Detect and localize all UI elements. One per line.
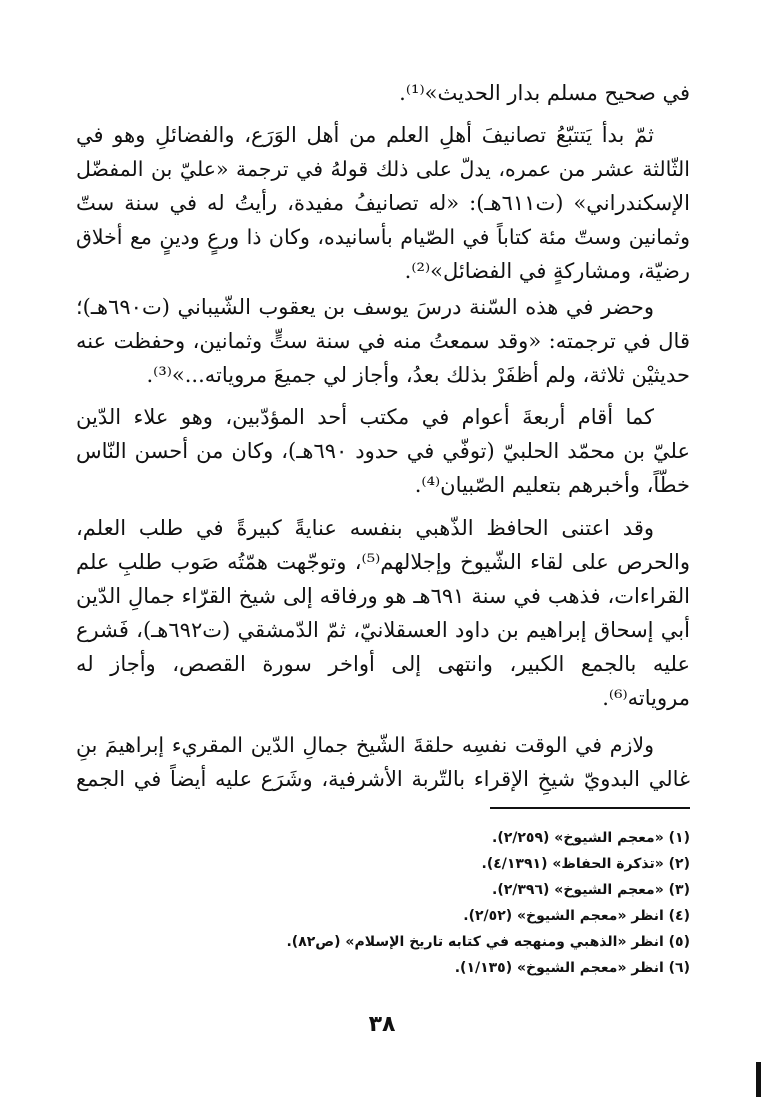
text-line: الثّالثة عشر من عمره، يدلّ على ذلك قولهُ في ترجمة «عليّ بن المفضّل xyxy=(76,157,690,181)
text-line: ولازم في الوقت نفسِه حلقةَ الشّيخ جمالِ الدّين المقريء إبراهيمَ بنِ xyxy=(76,733,654,757)
paragraph-2 xyxy=(76,118,690,288)
text-line: القراءات، فذهب في سنة ٦٩١هـ هو ورفاقه إلى شيخ القرّاء جمالِ الدّين xyxy=(76,584,690,608)
paragraph-5 xyxy=(76,511,690,715)
footnote-5: (٥) انظر «الذهبي ومنهجه في كتابه تاريخ الإسلام» (ص٨٢). xyxy=(286,934,690,950)
page-number: ٣٨ xyxy=(368,1012,396,1037)
text-line: قال في ترجمته: «وقد سمعتُ منه في سنة ستٍّ وثمانين، وحفظت عنه xyxy=(76,329,690,353)
text-line: مروياته⁽⁶⁾. xyxy=(602,686,690,710)
footnote-separator xyxy=(490,807,690,809)
footnote-1: (١) «معجم الشيوخ» (٢/٢٥٩). xyxy=(492,830,690,846)
footnote-6: (٦) انظر «معجم الشيوخ» (١/١٣٥). xyxy=(454,960,690,976)
text-line: عليّ بن محمّد الحلبيّ (توفّي في حدود ٦٩٠هـ)، وكان من أحسن النّاس xyxy=(76,439,690,463)
text-line: خطّاً، وأخبرهم بتعليم الصّبيان⁽⁴⁾. xyxy=(414,473,690,497)
text-line: رضيّة، ومشاركةٍ في الفضائل»⁽²⁾. xyxy=(404,259,690,283)
text-line: غالي البدويّ شيخِ الإقراء بالتّربة الأشرفية، وشَرَع عليه أيضاً في الجمع xyxy=(76,767,690,791)
paragraph-4 xyxy=(76,400,690,502)
text-line: وقد اعتنى الحافظ الذّهبي بنفسه عنايةً كبيرةً في طلب العلم، xyxy=(76,516,654,540)
text-line: كما أقام أربعةَ أعوام في مكتب أحد المؤدّبين، وهو علاء الدّين xyxy=(76,405,654,429)
text-line: وحضر في هذه السّنة درسَ يوسف بن يعقوب الشّيباني (ت٦٩٠هـ)؛ xyxy=(76,295,654,319)
footnote-3: (٣) «معجم الشيوخ» (٢/٣٩٦). xyxy=(492,882,690,898)
text-line: حديثيْن ثلاثة، ولم أظفَرْ بذلك بعدُ، وأجاز لي جميعَ مروياته...»⁽³⁾. xyxy=(146,363,690,387)
text-line: وثمانين وستّ مئة كتاباً في الصّيام بأسانيده، وكان ذا ورعٍ ودينٍ مع أخلاق xyxy=(76,225,690,249)
text-line: أبي إسحاق إبراهيم بن داود العسقلانيّ، ثمّ الدّمشقي (ت٦٩٢هـ)، فَشرع xyxy=(76,618,690,642)
text-line: ثمّ بدأ يَتتبّعُ تصانيفَ أهلِ العلم من أهل الوَرَع، والفضائلِ وهو في xyxy=(76,123,654,147)
paragraph-6 xyxy=(76,728,690,796)
footnote-2: (٢) «تذكرة الحفاظ» (٤/١٣٩١). xyxy=(481,856,690,872)
footnote-4: (٤) انظر «معجم الشيوخ» (٢/٥٢). xyxy=(463,908,690,924)
text-line: في صحيح مسلم بدار الحديث»⁽¹⁾. xyxy=(399,81,690,105)
footnotes xyxy=(200,825,690,981)
scan-edge-mark xyxy=(756,1062,761,1097)
paragraph-1 xyxy=(76,76,690,110)
text-line: عليه بالجمع الكبير، وانتهى إلى أواخر سورة القصص، وأجاز له xyxy=(76,652,690,676)
paragraph-3 xyxy=(76,290,690,392)
text-line: والحرص على لقاء الشّيوخ وإجلالهم⁽⁵⁾، وتوجّهت همّتُه صَوب طلبِ علم xyxy=(76,550,691,574)
text-line: الإسكندراني» (ت٦١١هـ): «له تصانيفُ مفيدة، رأيتُ له في سنة ستّ xyxy=(76,191,690,215)
